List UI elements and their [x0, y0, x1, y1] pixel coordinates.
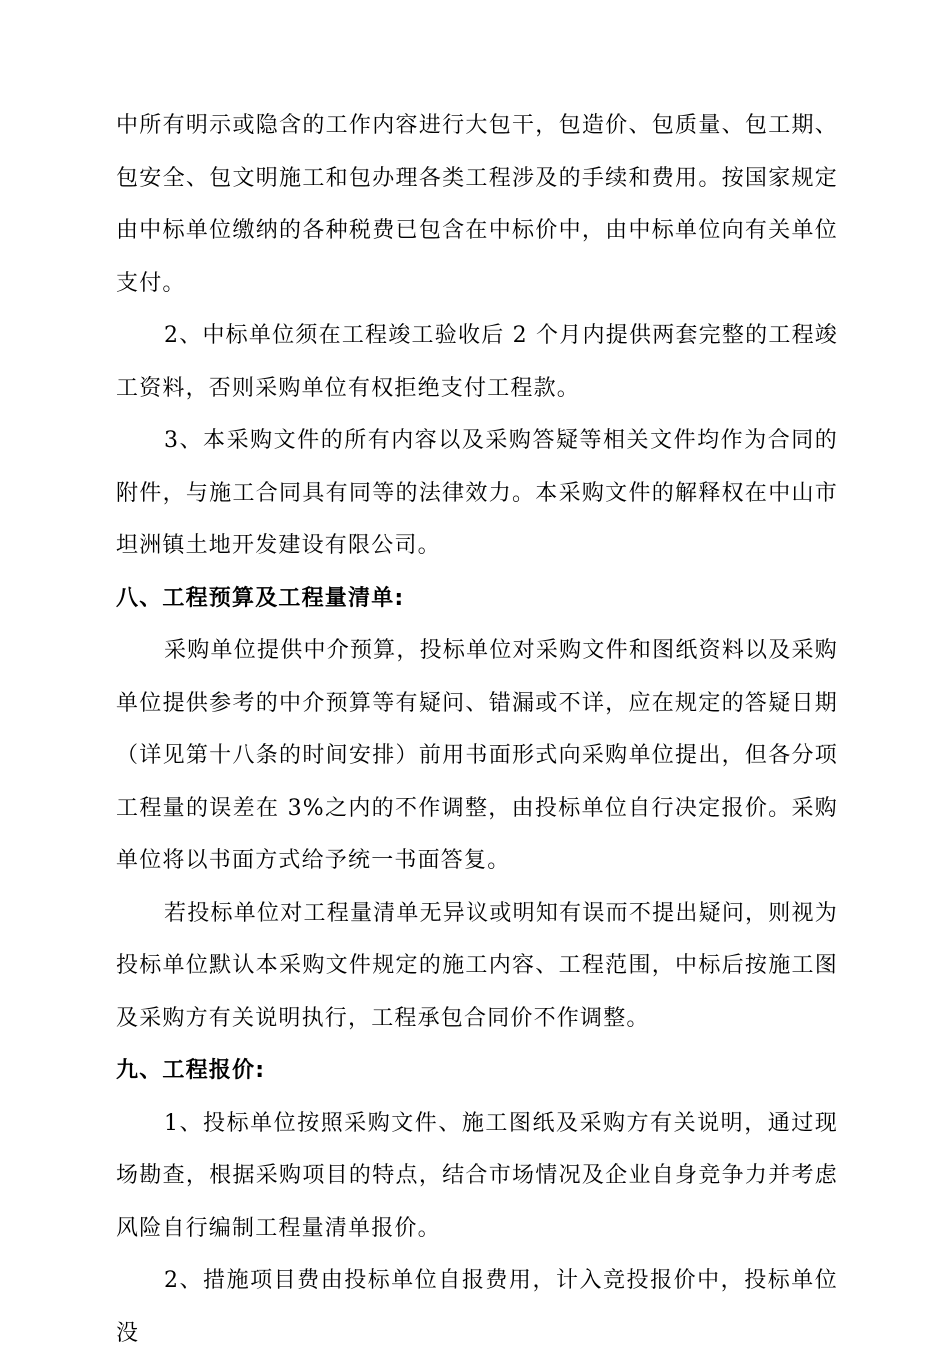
- paragraph-quotation-item-1: 1、投标单位按照采购文件、施工图纸及采购方有关说明，通过现场勘查，根据采购项目的特点，结合市场情况及企业自身竞争力并考虑风险自行编制工程量清单报价。: [116, 1110, 838, 1241]
- paragraph-no-objection: 若投标单位对工程量清单无异议或明知有误而不提出疑问，则视为投标单位默认本采购文件规定的施工内容、工程范围，中标后按施工图及采购方有关说明执行，工程承包合同价不作调整。: [116, 900, 838, 1031]
- document-body: [116, 100, 838, 1360]
- section-heading-9: 九、工程报价:: [116, 1058, 266, 1083]
- section-heading-8: 八、工程预算及工程量清单:: [116, 585, 405, 611]
- paragraph-contract-scope: 中所有明示或隐含的工作内容进行大包干，包造价、包质量、包工期、包安全、包文明施工和包办理各类工程涉及的手续和费用。按国家规定由中标单位缴纳的各种税费已包含在中标价中，由中标单位向有关单位支付。: [116, 113, 838, 296]
- paragraph-budget-queries: 采购单位提供中介预算，投标单位对采购文件和图纸资料以及采购单位提供参考的中介预算等有疑问、错漏或不详，应在规定的答疑日期（详见第十八条的时间安排）前用书面形式向采购单位提出，但各分项工程量的误差在 3%之内的不作调整，由投标单位自行决定报价。采购单位将以书面方式给予统一书面答复。: [116, 638, 838, 873]
- paragraph-item-3-contract-annex: 3、本采购文件的所有内容以及采购答疑等相关文件均作为合同的附件，与施工合同具有同等的法律效力。本采购文件的解释权在中山市坦洲镇土地开发建设有限公司。: [116, 428, 838, 558]
- paragraph-quotation-item-2: 2、措施项目费由投标单位自报费用，计入竞投报价中，投标单位没: [116, 1268, 838, 1346]
- paragraph-item-2-completion-docs: 2、中标单位须在工程竣工验收后 2 个月内提供两套完整的工程竣工资料，否则采购单位有权拒绝支付工程款。: [116, 323, 838, 401]
